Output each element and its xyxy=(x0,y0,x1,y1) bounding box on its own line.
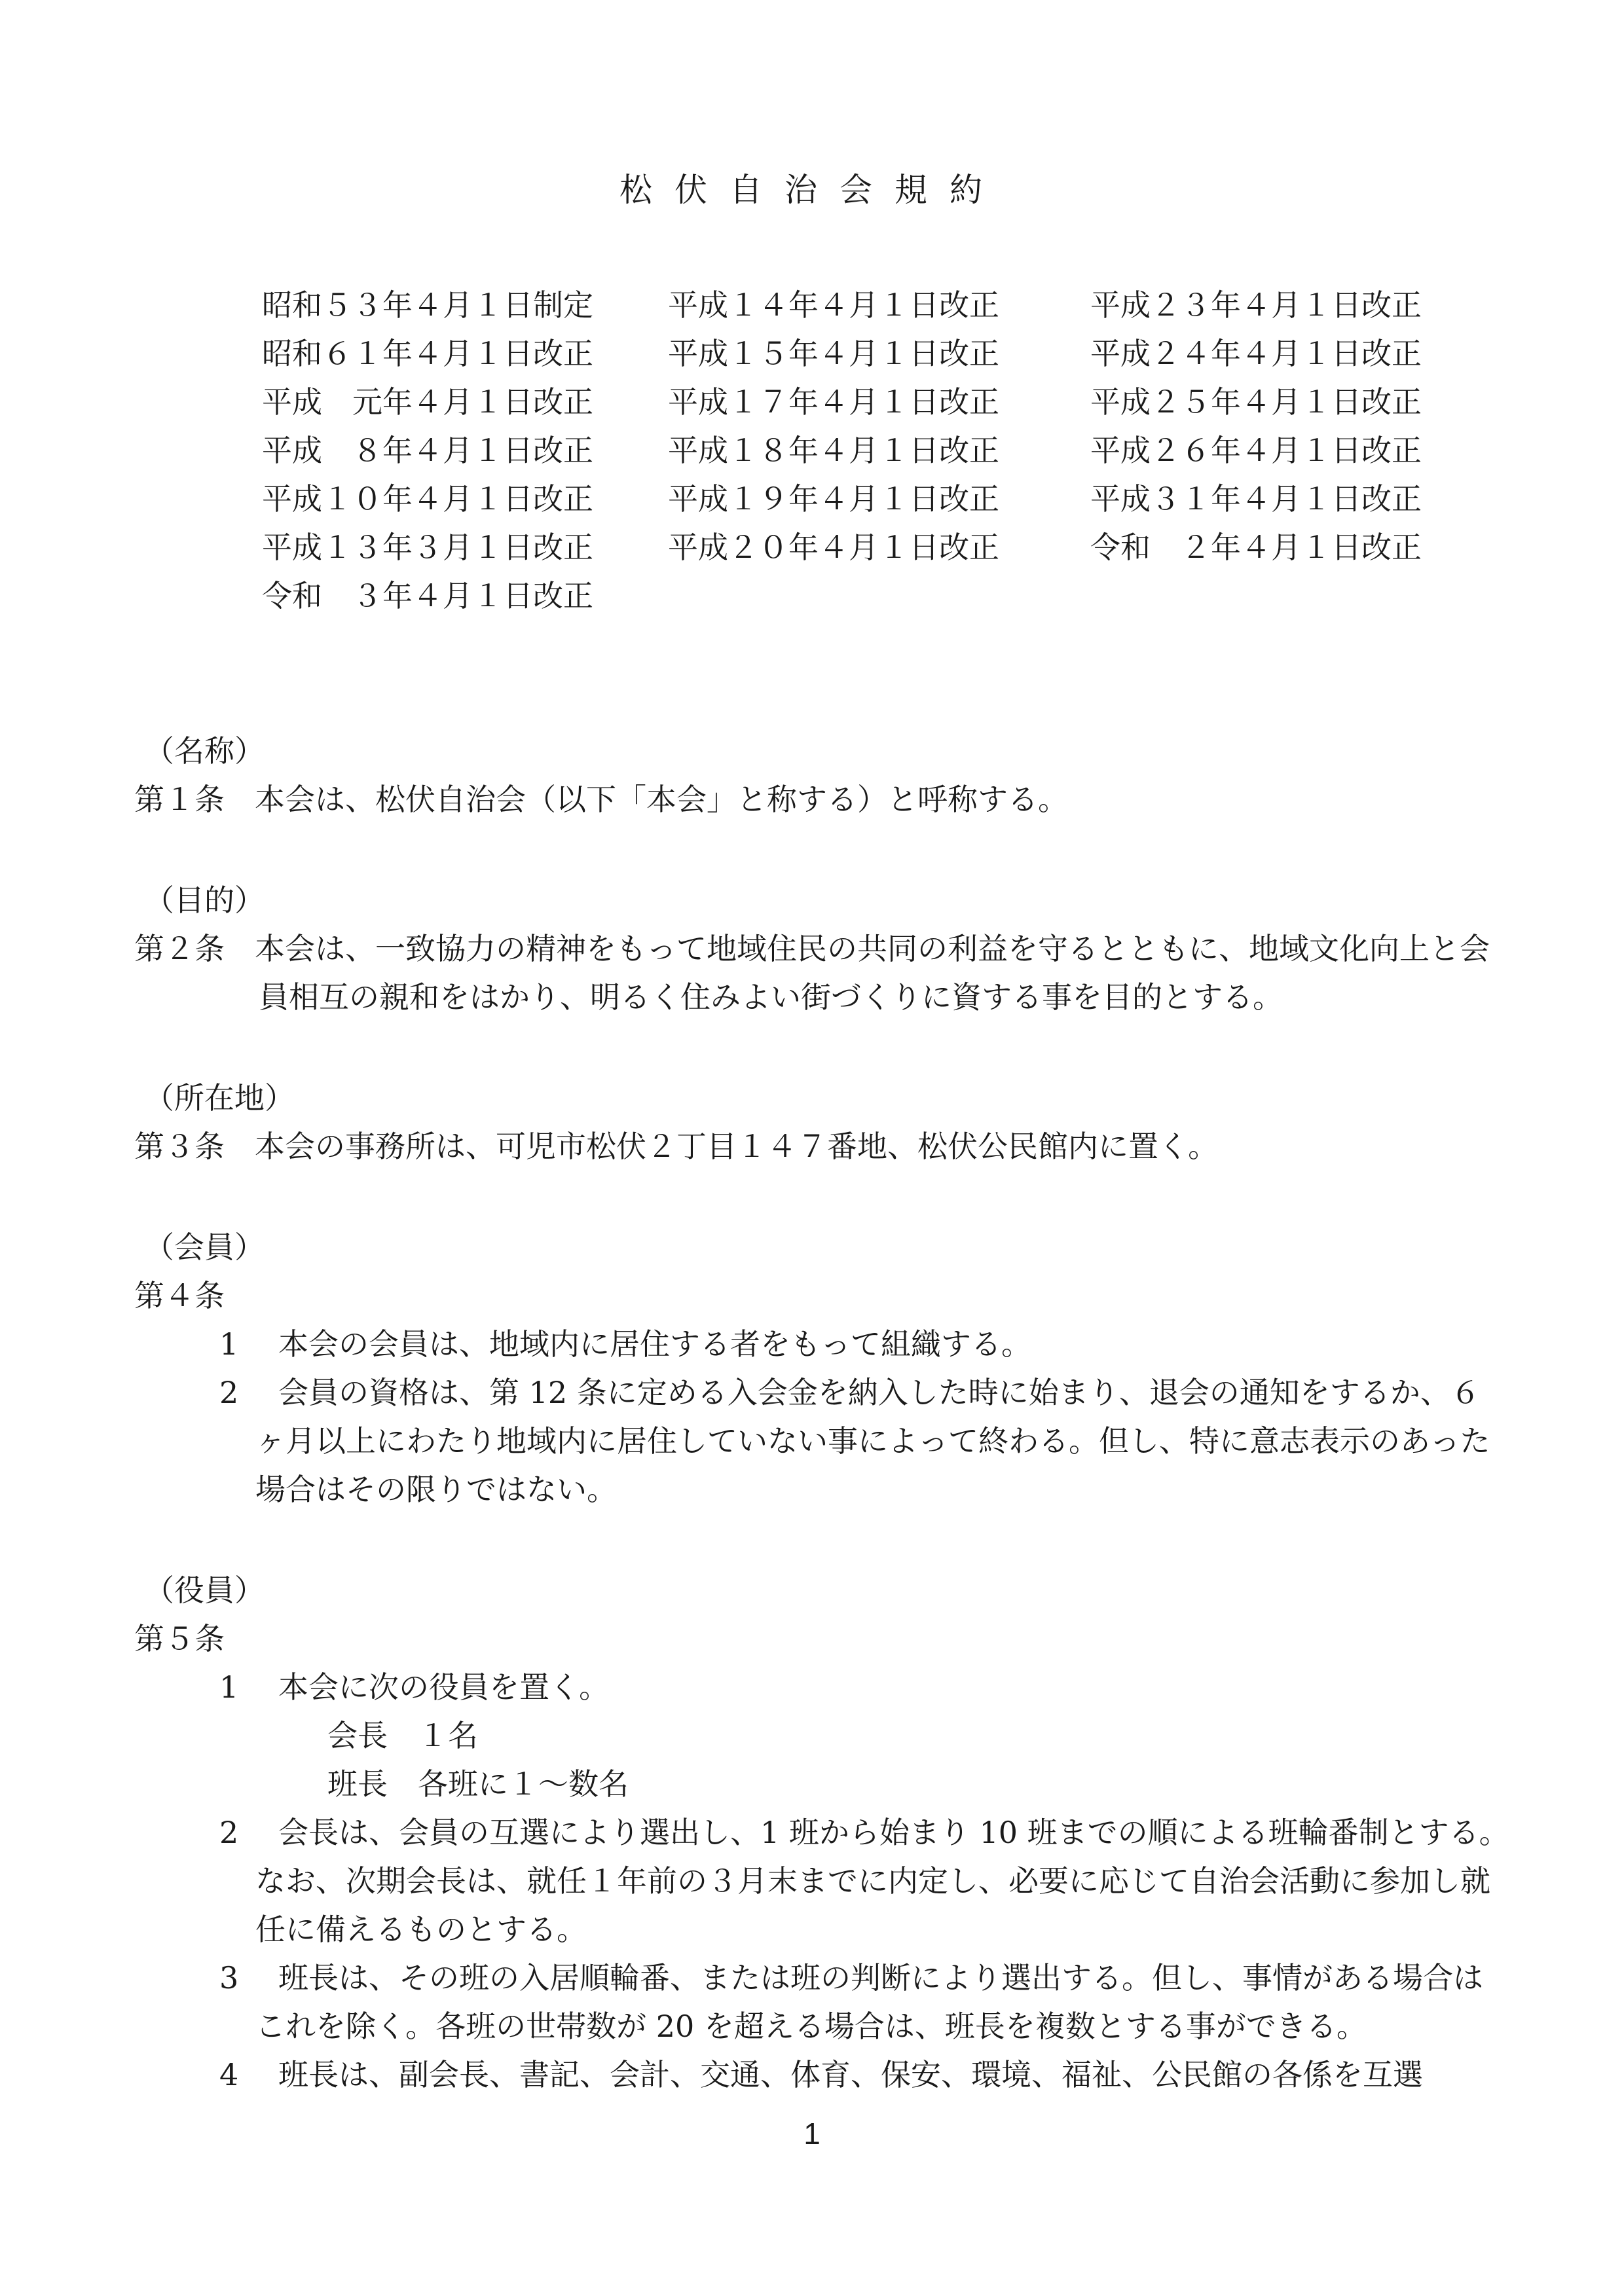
revision-row xyxy=(262,572,1545,621)
section-heading: （名称） xyxy=(144,733,265,769)
clause-number: 1 xyxy=(219,1326,239,1362)
revision-entry: 平成２０年４月１日改正 xyxy=(668,530,999,565)
clause-number: 2 xyxy=(219,1815,239,1850)
section-name xyxy=(134,727,1509,824)
revision-entry: 昭和５３年４月１日制定 xyxy=(262,287,593,323)
section-location xyxy=(134,1074,1509,1171)
clause-text: 班長は、その班の入居順輪番、または班の判断により選出する。但し、事情がある場合はこれを除く。各班の世帯数が 20 を超える場合は、班長を複数とする事ができる。 xyxy=(255,1960,1483,2044)
revision-row xyxy=(262,282,1545,330)
section-heading: （会員） xyxy=(144,1230,265,1265)
revision-entry: 平成３１年４月１日改正 xyxy=(1090,481,1422,517)
revision-entry: 平成１４年４月１日改正 xyxy=(668,287,999,323)
revision-entry: 平成１５年４月１日改正 xyxy=(668,336,999,371)
clause-item xyxy=(134,1663,1509,1711)
revision-entry: 令和 ２年４月１日改正 xyxy=(1090,530,1422,565)
clause-item xyxy=(134,1320,1509,1368)
revision-entry: 平成１７年４月１日改正 xyxy=(668,384,999,420)
page-number: 1 xyxy=(803,2117,821,2151)
revision-entry: 平成１０年４月１日改正 xyxy=(262,481,593,517)
revision-entry: 平成１８年４月１日改正 xyxy=(668,433,999,468)
revision-entry: 昭和６１年４月１日改正 xyxy=(262,336,593,371)
article-3: 第３条 本会の事務所は、可児市松伏２丁目１４７番地、松伏公民館内に置く。 xyxy=(134,1129,1219,1164)
section-purpose xyxy=(134,876,1509,1021)
revision-row xyxy=(262,330,1545,378)
revision-entry: 平成１９年４月１日改正 xyxy=(668,481,999,517)
revision-entry: 平成１３年３月１日改正 xyxy=(262,530,593,565)
article-1: 第１条 本会は、松伏自治会（以下「本会」と称する）と呼称する。 xyxy=(134,782,1068,817)
clause-text: 班長は、副会長、書記、会計、交通、体育、保安、環境、福祉、公民館の各係を互選 xyxy=(278,2057,1423,2092)
section-members xyxy=(134,1223,1509,1514)
section-heading: （目的） xyxy=(144,883,265,918)
clause-number: 3 xyxy=(219,1960,239,1995)
revision-entry: 平成２６年４月１日改正 xyxy=(1090,433,1422,468)
clause-item xyxy=(134,1808,1509,1954)
revision-entry: 平成２３年４月１日改正 xyxy=(1090,287,1422,323)
revision-row xyxy=(262,378,1545,427)
clause-number: 2 xyxy=(219,1375,239,1410)
clause-number: 1 xyxy=(219,1669,239,1705)
officer-entry: 会長 １名 xyxy=(327,1718,478,1753)
clause-item xyxy=(134,2050,1509,2099)
article-2: 第２条 本会は、一致協力の精神をもって地域住民の共同の利益を守るとともに、地域文化向上と会員相互の親和をはかり、明るく住みよい街づくりに資する事を目的とする。 xyxy=(134,931,1490,1015)
section-heading: （役員） xyxy=(144,1573,265,1608)
article-5: 第５条 xyxy=(134,1621,225,1656)
clause-text: 本会に次の役員を置く。 xyxy=(278,1669,610,1705)
revision-entry: 令和 ３年４月１日改正 xyxy=(262,578,593,613)
article-4: 第４条 xyxy=(134,1278,225,1313)
regulation-body xyxy=(134,727,1509,2151)
clause-item xyxy=(134,1954,1509,2050)
clause-text: 本会の会員は、地域内に居住する者をもって組織する。 xyxy=(278,1326,1031,1362)
clause-text: 会長は、会員の互選により選出し、1 班から始まり 10 班までの順による班輪番制とする。なお、次期会長は、就任１年前の３月末までに内定し、必要に応じて自治会活動に参加し就任に備えるものとする。 xyxy=(255,1815,1509,1947)
section-officers xyxy=(134,1566,1509,2099)
clause-item xyxy=(134,1368,1509,1514)
clause-text: 会員の資格は、第 12 条に定める入会金を納入した時に始まり、退会の通知をするか、６ヶ月以上にわたり地域内に居住していない事によって終わる。但し、特に意志表示のあった場合はその限りではない。 xyxy=(255,1375,1490,1507)
officer-entry: 班長 各班に１～数名 xyxy=(327,1766,629,1802)
document-title: 松伏自治会規約 xyxy=(619,171,1005,209)
revision-entry: 平成 ８年４月１日改正 xyxy=(262,433,593,468)
revision-row xyxy=(262,427,1545,475)
section-heading: （所在地） xyxy=(144,1080,295,1116)
clause-number: 4 xyxy=(219,2057,239,2092)
revision-row xyxy=(262,524,1545,572)
revision-history xyxy=(262,282,1545,621)
revision-entry: 平成 元年４月１日改正 xyxy=(262,384,593,420)
revision-entry: 平成２５年４月１日改正 xyxy=(1090,384,1422,420)
revision-row xyxy=(262,475,1545,524)
revision-entry: 平成２４年４月１日改正 xyxy=(1090,336,1422,371)
